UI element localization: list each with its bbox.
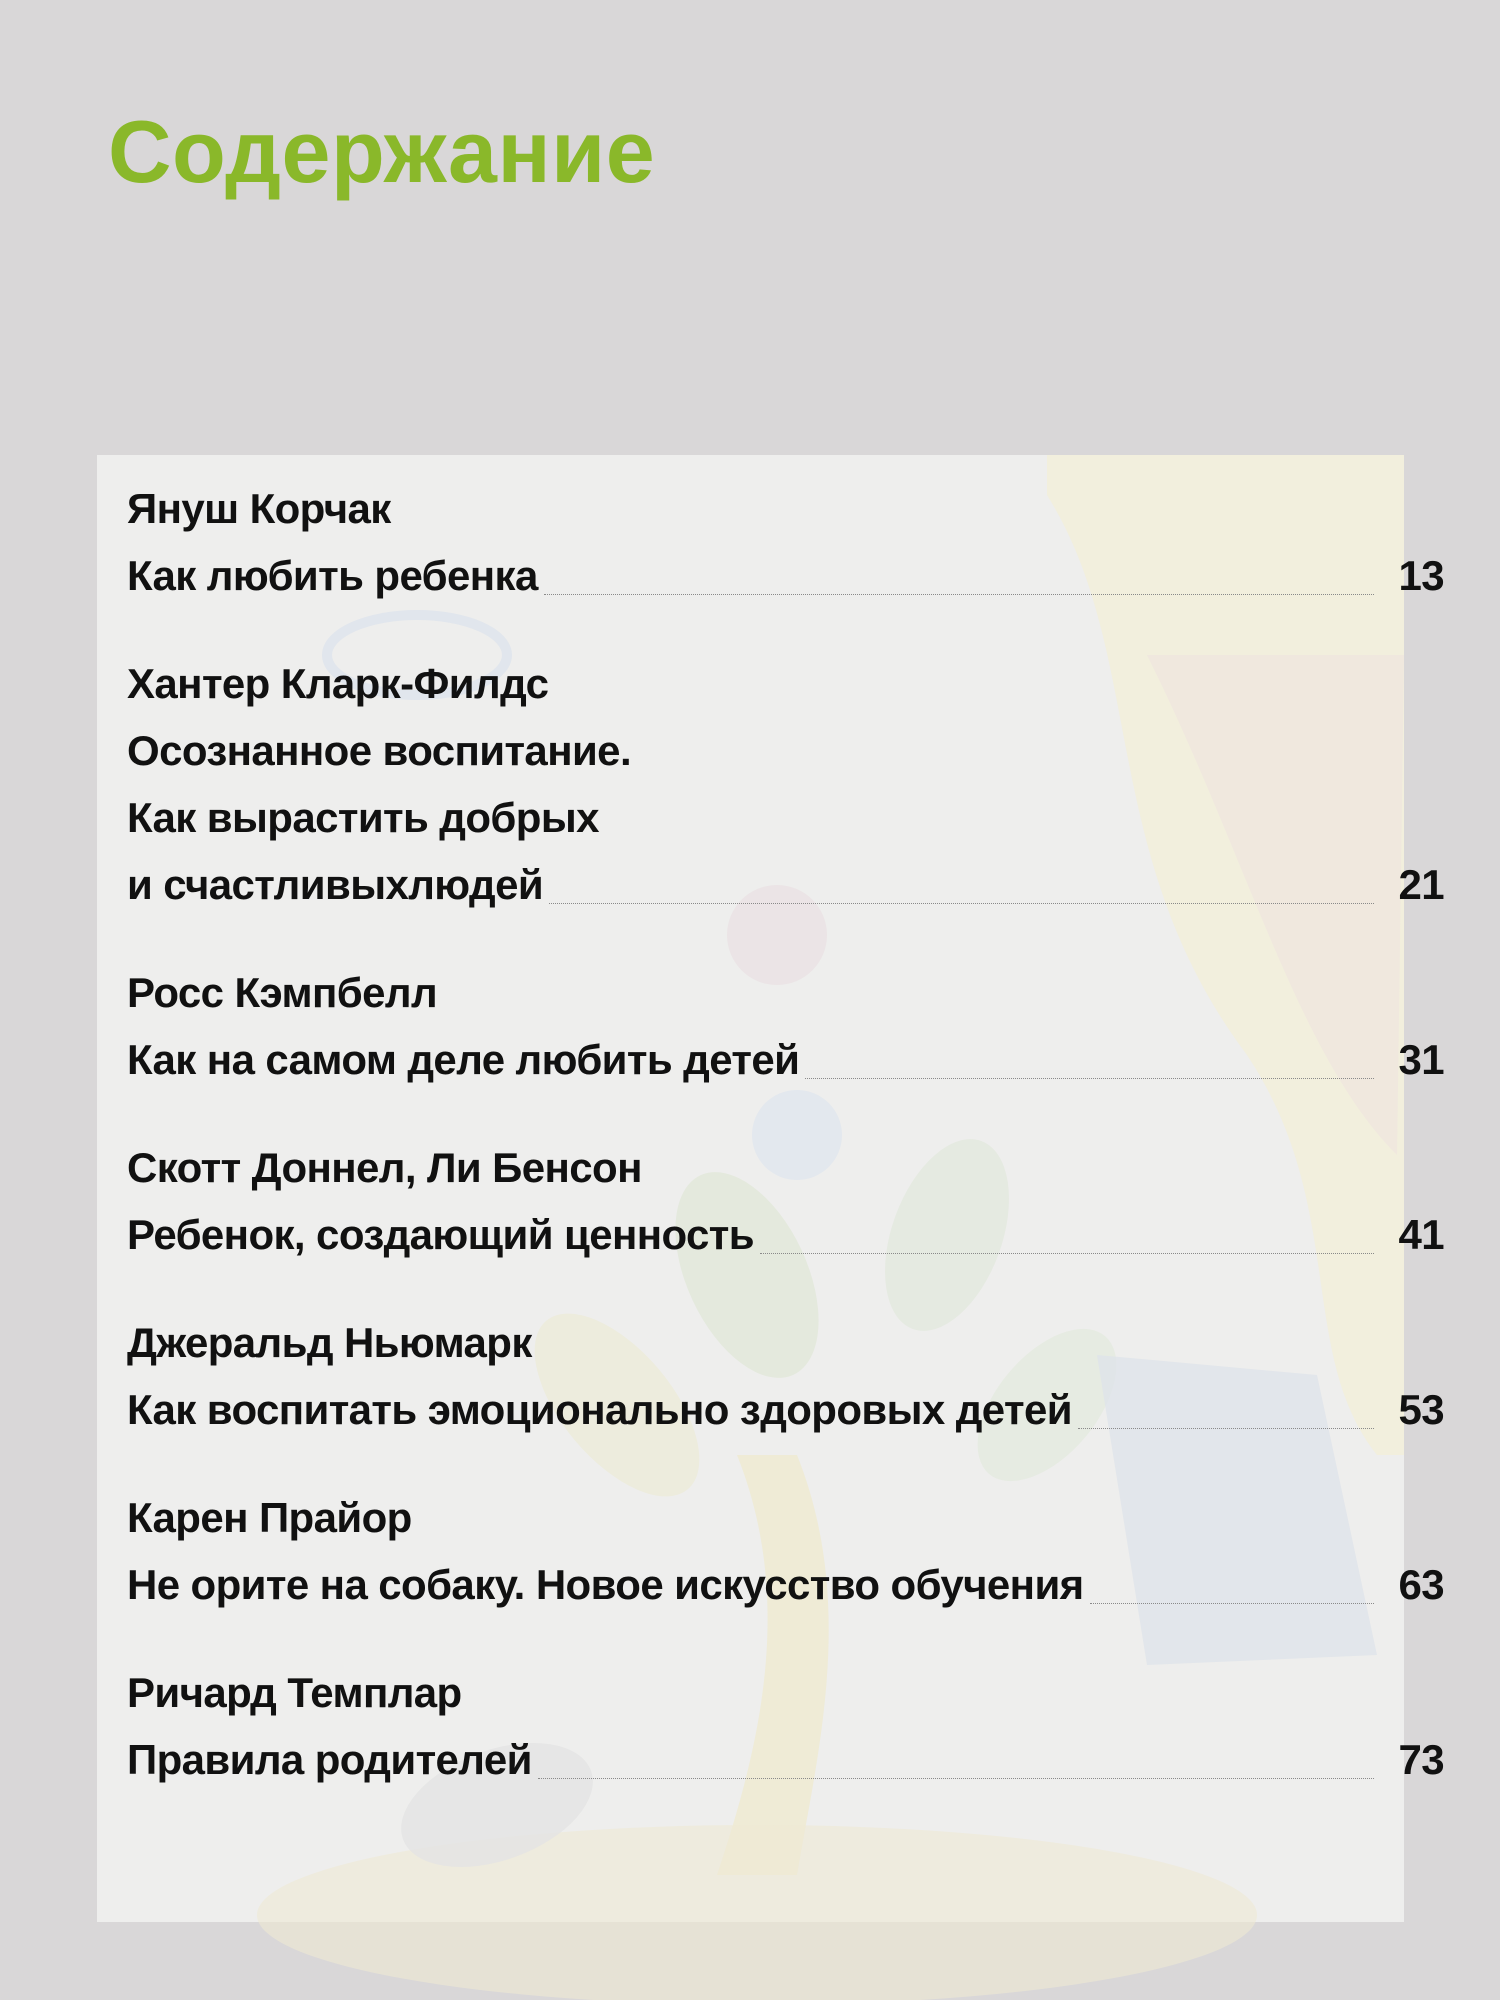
page-number: 21 — [1398, 860, 1444, 908]
entry-author: Януш Корчак — [127, 484, 391, 532]
toc-entry[interactable] — [127, 1484, 1444, 1618]
dotted-leader — [1090, 1603, 1374, 1604]
dotted-leader — [538, 1778, 1374, 1779]
toc-entry[interactable] — [127, 1134, 1444, 1268]
table-of-contents — [127, 475, 1444, 1834]
page-number: 41 — [1398, 1210, 1444, 1258]
toc-entry[interactable] — [127, 650, 1444, 918]
toc-entry[interactable] — [127, 959, 1444, 1093]
toc-entry[interactable] — [127, 1309, 1444, 1443]
toc-entry[interactable] — [127, 1659, 1444, 1793]
dotted-leader — [549, 903, 1374, 904]
dotted-leader — [760, 1253, 1374, 1254]
page-number: 13 — [1398, 551, 1444, 599]
dotted-leader — [544, 594, 1374, 595]
dotted-leader — [805, 1078, 1374, 1079]
entry-title[interactable]: Осознанное воспитание. — [127, 726, 632, 774]
entry-author: Хантер Кларк-Филдс — [127, 659, 549, 707]
page-number: 31 — [1398, 1035, 1444, 1083]
entry-title[interactable]: Как вырастить добрых — [127, 793, 599, 841]
entry-title[interactable]: Правила родителей — [127, 1735, 532, 1783]
entry-author: Ричард Темплар — [127, 1668, 462, 1716]
entry-title[interactable]: Ребенок, создающий ценность — [127, 1210, 754, 1258]
entry-title[interactable]: Как воспитать эмоционально здоровых детей — [127, 1385, 1072, 1433]
entry-title[interactable]: Как любить ребенка — [127, 551, 538, 599]
dotted-leader — [1078, 1428, 1374, 1429]
page-number: 53 — [1398, 1385, 1444, 1433]
entry-author: Росс Кэмпбелл — [127, 968, 438, 1016]
page-number: 73 — [1398, 1735, 1444, 1783]
page-number: 63 — [1398, 1560, 1444, 1608]
entry-title[interactable]: и счастливыхлюдей — [127, 860, 544, 908]
entry-author: Джеральд Ньюмарк — [127, 1318, 532, 1366]
entry-title[interactable]: Как на самом деле любить детей — [127, 1035, 800, 1083]
toc-entry[interactable] — [127, 475, 1444, 609]
entry-title[interactable]: Не орите на собаку. Новое искусство обучения — [127, 1560, 1084, 1608]
entry-author: Скотт Доннел, Ли Бенсон — [127, 1143, 642, 1191]
entry-author: Карен Прайор — [127, 1493, 412, 1541]
page-title: Содержание — [108, 102, 656, 201]
toc-panel — [97, 455, 1444, 1922]
